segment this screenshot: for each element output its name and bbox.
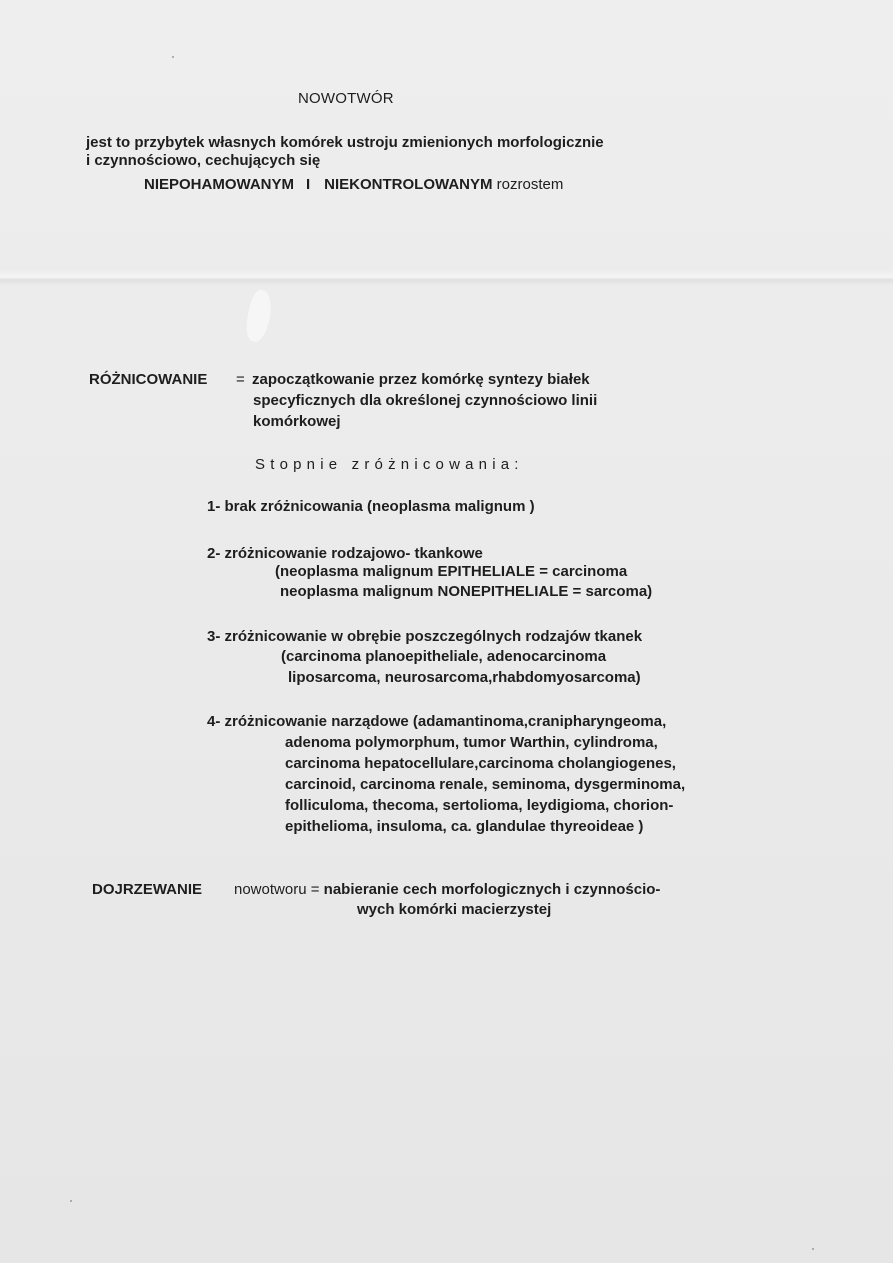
- differentiation-line-3: komórkowej: [253, 413, 341, 430]
- paper-smudge: [243, 288, 275, 343]
- maturation-line-2: wych komórki macierzystej: [357, 901, 552, 918]
- definition-emphasis-1: NIEPOHAMOWANYM: [144, 176, 294, 193]
- definition-tail: rozrostem: [496, 176, 564, 193]
- degree-2-line: (neoplasma malignum EPITHELIALE = carcinoma: [275, 563, 628, 580]
- maturation-equals: =: [310, 881, 320, 898]
- differentiation-label: RÓŻNICOWANIE: [89, 371, 208, 388]
- dust-speck: [70, 1200, 72, 1202]
- definition-emphasis-2: NIEKONTROLOWANYM: [324, 176, 493, 193]
- degree-4-line: carcinoid, carcinoma renale, seminoma, dysgerminoma,: [285, 776, 686, 793]
- differentiation-equals: =: [236, 371, 245, 388]
- degrees-heading: Stopnie zróżnicowania:: [255, 456, 524, 473]
- degree-1: 1- brak zróżnicowania (neoplasma malignum ): [207, 498, 535, 515]
- degree-2-line: neoplasma malignum NONEPITHELIALE = sarcoma): [280, 583, 653, 600]
- degree-4-line: epithelioma, insuloma, ca. glandulae thyreoideae ): [285, 818, 644, 835]
- degree-4-line: adenoma polymorphum, tumor Warthin, cylindroma,: [285, 734, 658, 751]
- maturation-definition: nabieranie cech morfologicznych i czynnościo-: [323, 881, 661, 898]
- degree-4-line: folliculoma, thecoma, sertolioma, leydigioma, chorion-: [285, 797, 674, 814]
- degree-4-title: 4- zróżnicowanie narządowe (adamantinoma,cranipharyngeoma,: [207, 713, 667, 730]
- degree-4-line: carcinoma hepatocellulare,carcinoma cholangiogenes,: [285, 755, 676, 772]
- dust-speck: [812, 1248, 814, 1250]
- differentiation-line-2: specyficznych dla określonej czynnościowo linii: [253, 392, 598, 409]
- degree-3-line: liposarcoma, neurosarcoma,rhabdomyosarcoma): [288, 669, 641, 686]
- maturation-label: DOJRZEWANIE: [92, 881, 203, 898]
- definition-separator: I: [306, 176, 311, 193]
- differentiation-line-1: zapoczątkowanie przez komórkę syntezy białek: [252, 371, 590, 388]
- paper-fold: [0, 270, 893, 286]
- degree-2-title: 2- zróżnicowanie rodzajowo- tkankowe: [207, 545, 483, 562]
- definition-line-2: i czynnościowo, cechujących się: [86, 152, 321, 169]
- definition-line-3: [144, 176, 563, 194]
- definition-line-1: jest to przybytek własnych komórek ustroju zmienionych morfologicznie: [86, 134, 604, 151]
- degree-3-line: (carcinoma planoepitheliale, adenocarcinoma: [281, 648, 607, 665]
- dust-speck: [172, 56, 174, 58]
- page-title: NOWOTWÓR: [298, 90, 394, 107]
- maturation-word: nowotworu: [234, 881, 307, 898]
- degree-3-title: 3- zróżnicowanie w obrębie poszczególnych rodzajów tkanek: [207, 628, 643, 645]
- maturation-line-1: [234, 881, 660, 898]
